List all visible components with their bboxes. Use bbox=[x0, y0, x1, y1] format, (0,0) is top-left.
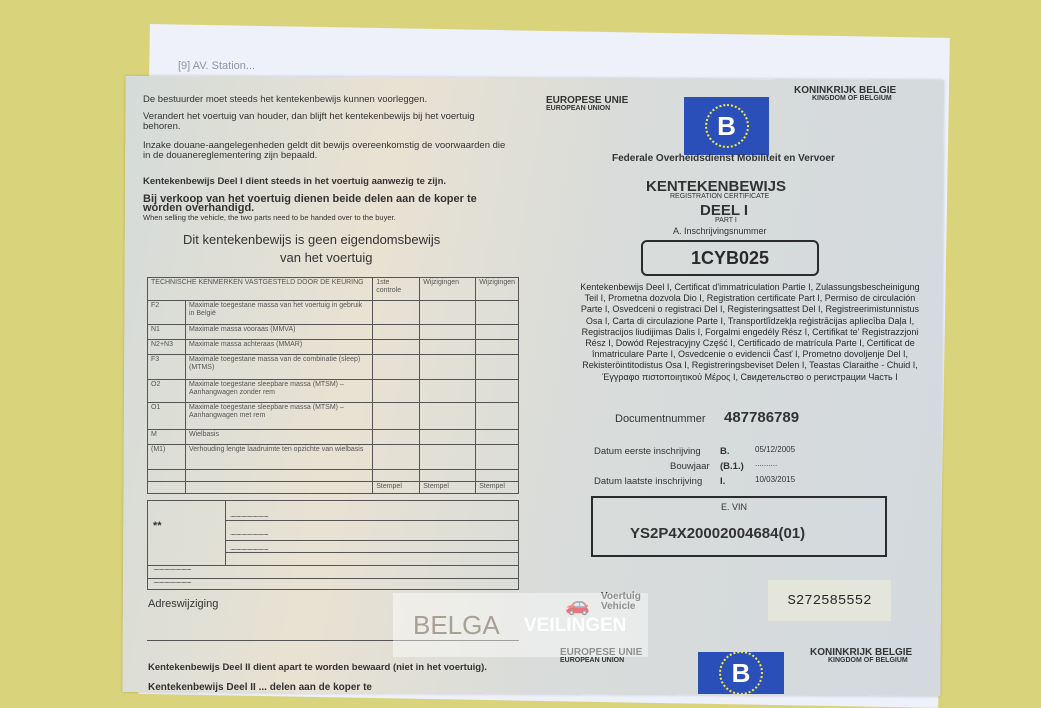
instruction-1: De bestuurder moet steeds het kentekenbewijs kunnen voorleggen. bbox=[143, 94, 428, 105]
table-header: Wijzigingen bbox=[420, 278, 476, 301]
part2-note-a: Kentekenbewijs Deel II dient apart te worden bewaard (niet in het voertuig). bbox=[148, 662, 487, 673]
last-registration-label: Datum laatste inschrijving bbox=[594, 476, 703, 487]
registration-label: A. Inschrijvingsnummer bbox=[673, 226, 767, 236]
multilingual-title: Kentekenbewijs Deel I, Certificat d'immatriculation Partie I, Zulassungsbescheinigung Teil I, Prometna dozvola Dio I, Registration certificate Part I, Permiso de circulación Parte I, Osvedceni o registraci Del I, Registeringsattest Del I, Registreerimistunnistus Osa I, Carta di circulazione Parte I, Transportlīdzekļa reģistrācijas apliecība Daļa I, Registracijos liudijimas Dalis I, Forgalmi engedély Rész I, Certifikat te' Registrazzjoni Rész I, Dowód Rejestracyjny Część I, Certificado de matrícula Parte I, Certificat de înmatriculare Parte I, Osvedcenie o evidencii Časť I, Prometno dovoljenje Del I, Rekisteröintitodistus Osa I, Registreringsbeviset Delen I, Teastas Claraithe - Chuid I, Έγγραφο πιστοποιητικού Μέρος I, Свидетельство о регистрации Часть I bbox=[580, 282, 920, 382]
last-registration-date: 10/03/2015 bbox=[755, 475, 796, 484]
table-row: M Wielbasis bbox=[148, 430, 519, 445]
part-label-en: PART I bbox=[715, 217, 737, 224]
build-year-code: (B.1.) bbox=[720, 461, 744, 472]
instruction-5a: Bij verkoop van het voertuig dienen beide delen aan de koper te bbox=[143, 193, 477, 205]
document-number-label: Documentnummer bbox=[615, 413, 706, 425]
eu-belgium-flag: B bbox=[684, 97, 769, 155]
dotted-line: ............................... bbox=[153, 563, 191, 572]
part-label: DEEL I bbox=[700, 202, 749, 219]
watermark bbox=[393, 593, 648, 657]
certificate-title: KENTEKENBEWIJS bbox=[646, 178, 787, 195]
first-registration-code: B. bbox=[720, 446, 730, 457]
eu-belgium-flag-bottom: B bbox=[698, 652, 784, 694]
table-header: TECHNISCHE KENMERKEN VASTGESTELD DOOR DE KEURING bbox=[148, 278, 373, 301]
serial-number: S272585552 bbox=[768, 580, 891, 621]
kingdom-label-en: KINGDOM OF BELGIUM bbox=[812, 95, 892, 102]
eu-label-bottom: EUROPESE UNIE bbox=[560, 647, 643, 658]
background-paper-text: [9] AV. Station... bbox=[178, 60, 256, 72]
dotted-line: ............................... bbox=[230, 528, 268, 537]
instruction-3b: in de douanereglementering zijn bepaald. bbox=[143, 150, 318, 161]
build-year-value: .......... bbox=[755, 459, 778, 468]
vin-label: E. VIN bbox=[721, 502, 748, 512]
ownership-note-b: van het voertuig bbox=[280, 250, 373, 265]
eu-label-en: EUROPEAN UNION bbox=[546, 105, 611, 112]
document-number: 487786789 bbox=[724, 409, 800, 426]
kingdom-label-en-bottom: KINGDOM OF BELGIUM bbox=[828, 657, 908, 664]
table-row: F3 Maximale toegestane massa van de combinatie (sleep) (MTMS) bbox=[148, 355, 519, 380]
stamp-row: Stempel Stempel Stempel bbox=[148, 482, 519, 494]
technical-table bbox=[147, 277, 519, 494]
watermark-belga: BELGA bbox=[413, 610, 500, 640]
registration-number: 1CYB025 bbox=[641, 240, 819, 276]
instruction-4: Kentekenbewijs Deel I dient steeds in het voertuig aanwezig te zijn. bbox=[143, 176, 447, 187]
instruction-2b: behoren. bbox=[143, 121, 181, 132]
build-year-label: Bouwjaar bbox=[670, 461, 710, 472]
instruction-2a: Verandert het voertuig van houder, dan blijft het kentekenbewijs bij het voertuig bbox=[143, 111, 475, 122]
table-header: Wijzigingen bbox=[476, 278, 519, 301]
table-row: O1 Maximale toegestane sleepbare massa (MTSM) – Aanhangwagen met rem bbox=[148, 403, 519, 430]
table-row: N1 Maximale massa vooraas (MMVA) bbox=[148, 325, 519, 340]
table-row: F2 Maximale toegestane massa van het voertuig in gebruik in België bbox=[148, 301, 519, 325]
table-row: N2+N3 Maximale massa achteraas (MMAR) bbox=[148, 340, 519, 355]
kingdom-label-bottom: KONINKRIJK BELGIE bbox=[810, 647, 913, 658]
vehicle-label: Voertuig bbox=[601, 591, 641, 602]
address-change-label: Adreswijziging bbox=[148, 598, 219, 610]
vehicle-label-en: Vehicle bbox=[601, 601, 636, 612]
instruction-3a: Inzake douane-aangelegenheden geldt dit bewijs overeenkomstig de voorwaarden die bbox=[143, 140, 506, 151]
dotted-line: ............................... bbox=[153, 576, 191, 585]
certificate-title-en: REGISTRATION CERTIFICATE bbox=[670, 193, 770, 200]
car-icon: 🚗 bbox=[565, 594, 590, 616]
table-row: O2 Maximale toegestane sleepbare massa (MTSM) – Aanhangwagen zonder rem bbox=[148, 380, 519, 403]
watermark-veilingen: VEILINGEN bbox=[524, 615, 627, 636]
instruction-5b: worden overhandigd. bbox=[143, 202, 255, 214]
authority: Federale Overheidsdienst Mobiliteit en Vervoer bbox=[612, 153, 835, 164]
ownership-note-a: Dit kentekenbewijs is geen eigendomsbewijs bbox=[183, 232, 441, 247]
stars: ** bbox=[153, 520, 162, 532]
kingdom-label: KONINKRIJK BELGIE bbox=[794, 85, 897, 96]
dotted-line: ............................... bbox=[230, 510, 268, 519]
holder-box bbox=[147, 500, 519, 590]
table-row: (M1) Verhouding lengte laadruimte ten opzichte van wielbasis bbox=[148, 445, 519, 470]
last-registration-code: I. bbox=[720, 476, 726, 487]
eu-label-en-bottom: EUROPEAN UNION bbox=[560, 657, 625, 664]
instruction-5-en: When selling the vehicle, the two parts need to be handed over to the buyer. bbox=[143, 213, 396, 222]
vin-number: YS2P4X20002004684(01) bbox=[630, 525, 806, 542]
part2-note-b: Kentekenbewijs Deel II ... delen aan de koper te bbox=[148, 682, 372, 693]
first-registration-date: 05/12/2005 bbox=[755, 445, 796, 454]
table-header: 1ste controle bbox=[373, 278, 420, 301]
first-registration-label: Datum eerste inschrijving bbox=[594, 446, 701, 457]
eu-label: EUROPESE UNIE bbox=[546, 95, 629, 106]
dotted-line: ............................... bbox=[230, 543, 268, 552]
